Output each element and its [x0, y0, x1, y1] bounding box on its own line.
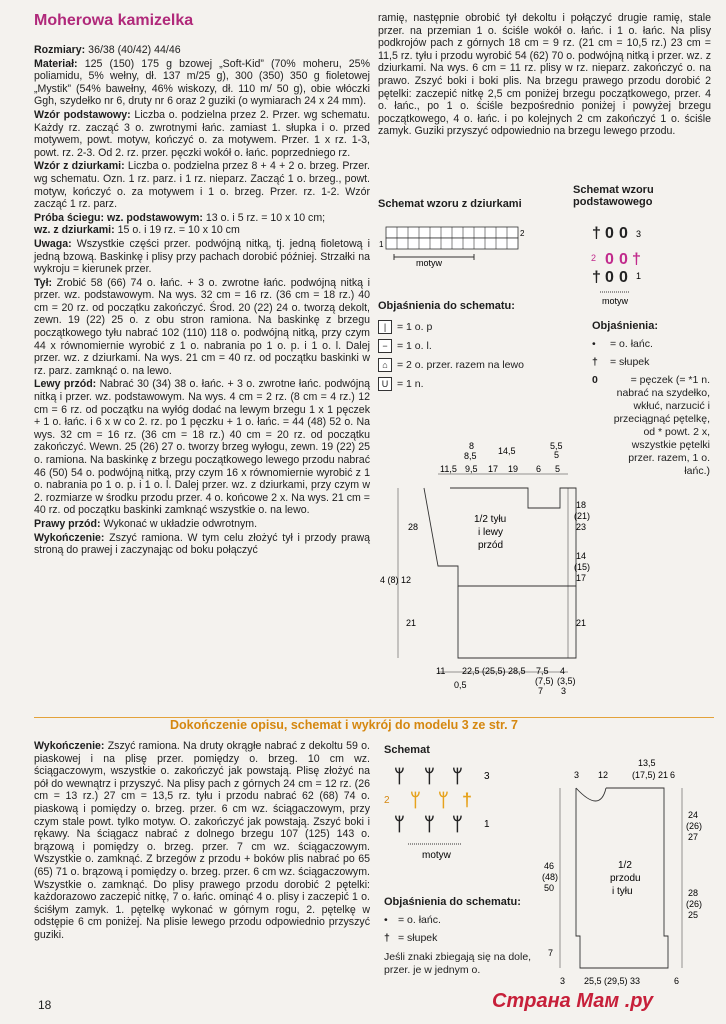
sweater-schematic: [540, 756, 720, 988]
dim-bottom-9: 0,5: [454, 680, 467, 690]
purl-symbol-icon: −: [378, 339, 392, 353]
s2-dim-left-4: 7: [548, 948, 554, 958]
left-front-text: Nabrać 30 (34) 38 o. łańc. + 3 o. zwrotne łańc. podwójną nitką i przer. wz. podstawowym. Na wys. 4 cm = 2 rz. (8 cm = 4 rz.) 12 cm = 6 rz. od początku na wyłóg dodać na lewym brzegu 1 x 1 pęczek + 1 o. łańc. i 6 x w co 2. rz. po 1 pęczku + 1 o. łańc. = 44 (48) 52 o. Na wys. 32 cm = 16 rz. (36 cm = 18 rz.) 40 cm = 20 rz. od początku zakończyć. Wewn. 25 (26) 27 o. tworzy brzeg wyłogu, zewn. 19 (22) 25 o. ramiona. Na baskinkę z brzegu początkowego lewego przodu nabrać 46 (50) 54 o. podwójną nitką, przy czym 16 x równomiernie wyrobić z 1 o. nabrania po 1 o. p. i 1 o. l. Dalej przer. wz. z dziurkami, przy czym w 2. rozmiarze w środku przodu przer. 4 o. końcowe 2 x. Na wys. 21 cm = 40 rz. od początku baskinki zamknąć wszystkie o. na lewo.: [34, 378, 370, 517]
sizes-paragraph: [34, 44, 370, 57]
s2-dim-left-3: 50: [544, 883, 555, 893]
section2-title: Dokończenie opisu, schemat i wykrój do modelu 3 ze str. 7: [170, 718, 519, 732]
svg-text:ᛘ: ᛘ: [452, 766, 463, 786]
dim-top-7: 8: [469, 441, 475, 451]
eyelet-chart: [376, 222, 536, 272]
svg-text:0: 0: [605, 225, 614, 242]
basic-row-2: 2: [591, 253, 597, 263]
dim-right-2: (21): [574, 511, 591, 521]
s2-dim-bottom-3: 6: [674, 976, 680, 986]
dim-left-2: 4 (8) 12: [380, 575, 412, 585]
eyelet-chart-title: Schemat wzoru z dziurkami: [378, 198, 522, 210]
section2-finishing-text: Zszyć ramiona. Na druty okrągłe nabrać z dekoltu 59 o. piaskowej i na plisę przer. pomiędzy o. brzeg. 10 cm wz. ściągaczowym, wszystkie o. zakończyć jak powstają. Plisę złożyć na pół do wewnątrz i przyszyć. Na plisy pach z górnych 24 cm = 12 rz. (26 cm = 13 rz.) 27 cm = 13,5 rz. tyłu i przodu nabrać 62 (68) 74 o. piaskową i pomiędzy o. brzeg. przer. 6 cm wz. ściągaczowym, przy czym stale powt. tylko motyw. O. zakończyć jak powstają. Zszyć boki i rękawy. Na ściągacz nabrać z dolnego brzegu 107 (125) 143 o. brązową i pomiędzy o. brzeg. przer. 7 cm wz. ściągaczowym. Wszystkie o. zamknąć. Z brzegów z przodu + boków plis nabrać po 65 (65) 71 o. brązową i pomiędzy o. brzeg. przer. 6 cm wz. ściągaczowym. Wszystkie o. zamknąć. Do plisy prawego przodu dorobić 2 pętelki: każdorazowo zaczepić nitkę, 7 o. łańc. ominąć 4 o. plisy i zaczepić 1 o. ściśłym zamyk. 1. pętelkę wykonać w górnym rogu, 2. pętelkę w odstępie 6 cm poniżej. Na plisie lewego przodu odpowiednio przyszyć guziki.: [34, 740, 371, 941]
dim-top-10: 5,5: [550, 441, 563, 451]
eyelet-pattern-paragraph: [34, 160, 370, 210]
s2-dim-top-3: 13,5: [638, 758, 656, 768]
section2-legend-treble: † = słupek: [384, 932, 438, 944]
svg-text:ᛘ: ᛘ: [410, 790, 421, 810]
legend-chain: • = o. łańc.: [592, 338, 653, 350]
note-text: Wszystkie części przer. podwójną nitką, tj. jedną fioletową i jedną bzową. Baskinkę i plisy przy pachach dorobić później. Strzałki na wykroju = kierunek przer.: [34, 237, 370, 276]
left-front-paragraph: [34, 378, 370, 517]
treble-symbol-icon: †: [384, 932, 390, 944]
right-front-text: Wykonać w układzie odwrotnym.: [103, 517, 258, 530]
section2-row-1: 1: [484, 819, 490, 830]
svg-text:ᛘ: ᛘ: [452, 814, 463, 834]
basic-chart: [588, 220, 658, 310]
legend-yarnover: U = 1 n.: [378, 377, 524, 391]
svg-text:0: 0: [619, 225, 628, 242]
legend-title: Objaśnienia do schematu:: [378, 300, 515, 312]
dim-bottom-2: 22,5 (25,5) 28,5: [462, 666, 526, 676]
dim-bottom-8: 3: [561, 686, 567, 696]
legend-knit: | = 1 o. p: [378, 320, 524, 334]
schematic2-center-label: 1/2 przodu i tyłu: [610, 860, 641, 897]
dim-top-2: 9,5: [465, 464, 478, 474]
material-text: 125 (150) 175 g bzowej „Soft-Kid” (70% moheru, 25% poliamidu, 5% wełny, dł. 137 m/25 g), 300 (350) 350 g fioletowej „Mystik” (54% bawełny, 46% wiskozy, dł. 110 m/ 50 g), obie włóczki Ggh, szydełko nr 6, druty nr 6 oraz 2 guziki (o wymiarach 24 x 24 mm).: [34, 57, 370, 108]
svg-text:†: †: [592, 225, 601, 242]
eyelet-pattern-label: Wzór z dziurkami:: [34, 160, 125, 173]
svg-text:ᛘ: ᛘ: [424, 766, 435, 786]
sizes-label: Rozmiary:: [34, 44, 86, 56]
dim-top-5: 6: [536, 464, 542, 474]
dim-bottom-4: (7,5): [535, 676, 554, 686]
note-label: Uwaga:: [34, 237, 72, 250]
section2-finishing: [34, 740, 370, 942]
s2-dim-bottom-1: 3: [560, 976, 566, 986]
page-title: Moherowa kamizelka: [34, 12, 194, 29]
dim-right-7: 21: [576, 618, 587, 628]
finishing-paragraph: [34, 532, 370, 557]
sizes-text: 36/38 (40/42) 44/46: [88, 44, 181, 56]
basic-chart-title: Schemat wzoru podstawowego: [573, 184, 654, 208]
gauge-label: Próba ściegu: wz. podstawowym:: [34, 211, 203, 224]
dim-bottom-6: 4: [560, 666, 566, 676]
s2-dim-top-4: (17,5) 21: [632, 770, 669, 780]
legend-treble: † = słupek: [592, 356, 650, 368]
basic-pattern-label: Wzór podstawowy:: [34, 108, 131, 121]
dim-bottom-5: 7: [538, 686, 544, 696]
left-column: [34, 44, 370, 558]
svg-text:†: †: [462, 790, 473, 810]
basic-legend: [592, 338, 712, 483]
right-column: [378, 12, 711, 139]
left-front-label: Lewy przód:: [34, 378, 97, 391]
eyelet-motif-label: motyw: [416, 258, 443, 268]
finishing-text: Zszyć ramiona. W tym celu złożyć tył i przody prawą stroną do prawej i zaczynając od boku połączyć: [34, 531, 370, 557]
gauge-paragraph: [34, 212, 370, 237]
k2tog-symbol-icon: ⌂: [378, 358, 392, 372]
s2-dim-top-5: 6: [670, 770, 676, 780]
right-front-label: Prawy przód:: [34, 517, 101, 530]
continuation-paragraph: ramię, następnie obrobić tył dekoltu i połączyć drugie ramię, stale przer. na przemian 1 o. ściśle wokół o. łańc. i 1 o. łańc. Na plisy podkrojów pach z górnych 18 cm = 9 rz. (21 cm = 10,5 rz.) 23 cm = 11,5 rz. tyłu i przodu wyrobić 54 (62) 70 o. podwójną nitką i przer. wz. z dziurkami. Na wys. 6 cm = 11 rz. plisy w rz. nieparz. zakończyć o. na prawo. Zszyć boki i boki plis. Na brzegu prawego przodu dorobić 2 pętelki: zaczepić nitkę 2,5 cm poniżej brzegu początkowego, przer. 4 o. łańc., po 1 o. ściśle bezpośrednio poniżej i powyżej brzegu początkowego, 4 o. łańc. i po kolejnych 2 cm zakończyć 1 o. ściśle zamyk. Guziki przyszyć odpowiednio na brzegu lewego przodu.: [378, 12, 711, 138]
svg-text:ᛘ: ᛘ: [394, 814, 405, 834]
svg-text:ᛘ: ᛘ: [394, 766, 405, 786]
dim-bottom-1: 11: [436, 666, 446, 676]
svg-text:†: †: [632, 251, 641, 268]
dim-top-3: 17: [488, 464, 499, 474]
chain-symbol-icon: •: [592, 338, 596, 350]
svg-text:0: 0: [605, 251, 614, 268]
s2-dim-right-4: 28: [688, 888, 699, 898]
back-label: Tył:: [34, 276, 53, 289]
s2-dim-right-5: (26): [686, 899, 703, 909]
section2-legend: [384, 914, 534, 977]
right-front-paragraph: [34, 518, 370, 531]
s2-dim-right-6: 25: [688, 910, 699, 920]
s2-dim-right-2: (26): [686, 821, 703, 831]
dim-top-8: 8,5: [464, 451, 477, 461]
svg-text:0: 0: [619, 269, 628, 286]
dim-top-11: 5: [554, 450, 560, 460]
dim-top-1: 11,5: [440, 464, 457, 474]
dim-right-5: (15): [574, 562, 591, 572]
basic-pattern-text: Liczba o. podzielna przez 2. Przer. wg schematu. Każdy rz. zacząć 3 o. zwrotnymi łańc. zamiast 1. słupka i o. przed motywem, powt. motyw, kończyć o. za motywem. Przer. 1 x rz. 1-3, powt. rz. 2-3. Od 2. rz. przer. pęczki wokół o. łańc. poprzedniego rz.: [34, 108, 370, 159]
svg-text:0: 0: [619, 251, 628, 268]
material-label: Materiał:: [34, 57, 78, 70]
s2-dim-bottom-2: 25,5 (29,5) 33: [584, 976, 641, 986]
schematic1-center-label: 1/2 tyłu i lewy przód: [474, 514, 507, 551]
dim-right-3: 23: [576, 522, 587, 532]
vest-schematic: [378, 440, 591, 702]
knit-symbol-icon: |: [378, 320, 392, 334]
dim-right-1: 18: [576, 500, 587, 510]
watermark: Страна Мам .ру: [492, 990, 654, 1012]
section2-chart-title: Schemat: [384, 744, 430, 756]
legend-purl: − = 1 o. l.: [378, 339, 524, 353]
section2-legend-note: Jeśli znaki zbiegają się na dole, przer. je w jednym o.: [384, 951, 532, 976]
eyelet-row-2: 2: [520, 229, 525, 238]
svg-text:0: 0: [605, 269, 614, 286]
section2-motif-label: motyw: [422, 850, 451, 861]
basic-pattern-paragraph: [34, 109, 370, 159]
chain-symbol-icon: •: [384, 914, 388, 926]
dim-top-6: 5: [555, 464, 561, 474]
gauge-text: 13 o. i 5 rz. = 10 x 10 cm;: [205, 211, 326, 224]
dim-bottom-7: (3,5): [557, 676, 576, 686]
dim-left-1: 28: [408, 522, 419, 532]
basic-motif-label: motyw: [602, 296, 629, 306]
s2-dim-right-3: 27: [688, 832, 699, 842]
yarnover-symbol-icon: U: [378, 377, 392, 391]
s2-dim-top-2: 12: [598, 770, 609, 780]
svg-text:†: †: [592, 269, 601, 286]
section2-finishing-label: Wykończenie:: [34, 740, 105, 752]
finishing-label: Wykończenie:: [34, 531, 105, 544]
back-paragraph: [34, 277, 370, 378]
basic-row-3: 3: [636, 229, 642, 239]
svg-text:ᛘ: ᛘ: [438, 790, 449, 810]
eyelet-row-1: 1: [379, 240, 384, 249]
material-paragraph: [34, 58, 370, 108]
s2-dim-top-1: 3: [574, 770, 580, 780]
eyelet-pattern-text: Liczba o. podzielna przez 8 + 4 + 2 o. brzeg. Przer. wg schematu. Ozn. 1 rz. parz. i 1 rz. nieparz. Zacząć 1 o. brzeg., powt. motyw, kończyć o. za motywem i 1 o. brzeg. Przer. rz. 1-2. Wzór zacząć 1 rz. parz.: [34, 160, 370, 211]
page-number: 18: [38, 998, 52, 1012]
s2-dim-right-1: 24: [688, 810, 699, 820]
s2-dim-left-1: 46: [544, 861, 555, 871]
gauge2-text: 15 o. i 19 rz. = 10 x 10 cm: [117, 224, 240, 237]
section2-text-column: [34, 740, 370, 943]
basic-row-1: 1: [636, 271, 642, 281]
section2-legend-chain: • = o. łańc.: [384, 914, 441, 926]
s2-dim-left-2: (48): [542, 872, 559, 882]
section2-row-2: 2: [384, 795, 390, 806]
cluster-symbol-icon: 0: [592, 374, 598, 386]
dim-bottom-3: 7,5: [536, 666, 549, 676]
eyelet-legend: [378, 320, 524, 396]
section2-row-3: 3: [484, 771, 490, 782]
dim-left-3: 21: [406, 618, 417, 628]
note-paragraph: [34, 238, 370, 276]
section2-legend-title: Objaśnienia do schematu:: [384, 896, 521, 908]
legend-cluster: 0 = pęczek (= *1 n. nabrać na szydełko, wkłuć, narzucić i przeciągnąć pętelkę, od * powt. 2 x, wszystkie pętelki przer. razem, 1 o. łańc.): [592, 374, 710, 477]
treble-symbol-icon: †: [592, 356, 598, 368]
gauge2-label: wz. z dziurkami:: [34, 224, 115, 237]
dim-top-4: 19: [508, 464, 519, 474]
section2-chart: [380, 758, 505, 868]
dim-top-9: 14,5: [498, 446, 516, 456]
back-text: Zrobić 58 (66) 74 o. łańc. + 3 o. zwrotne łańc. podwójną nitką i przer. wz. podstawowym. Na wys. 32 cm = 16 rz. (36 cm = 18 rz.) 40 cm = 20 rz. od początku zakończyć. Środ. 20 (22) 24 o. tworzą dekolt, zewn. 19 (22) 25 o. z obu stron ramiona. Na baskinkę z brzegu początkowego tyłu nabrać 102 (110) 118 o. podwójną nitką, przy czym 44 x równomiernie wyrobić z 1 o. nabrania po 1 o. p. i 1 o. l. Dalej przer. wz. z dziurkami. Na wys. 21 cm = 40 rz. od początku baskinki w rz. parz. zamknąć o. na lewo.: [34, 276, 370, 377]
legend-k2tog: ⌂ = 2 o. przer. razem na lewo: [378, 358, 524, 372]
dim-right-4: 14: [576, 551, 587, 561]
legend2-title: Objaśnienia:: [592, 320, 659, 332]
dim-right-6: 17: [576, 573, 587, 583]
svg-text:ᛘ: ᛘ: [424, 814, 435, 834]
